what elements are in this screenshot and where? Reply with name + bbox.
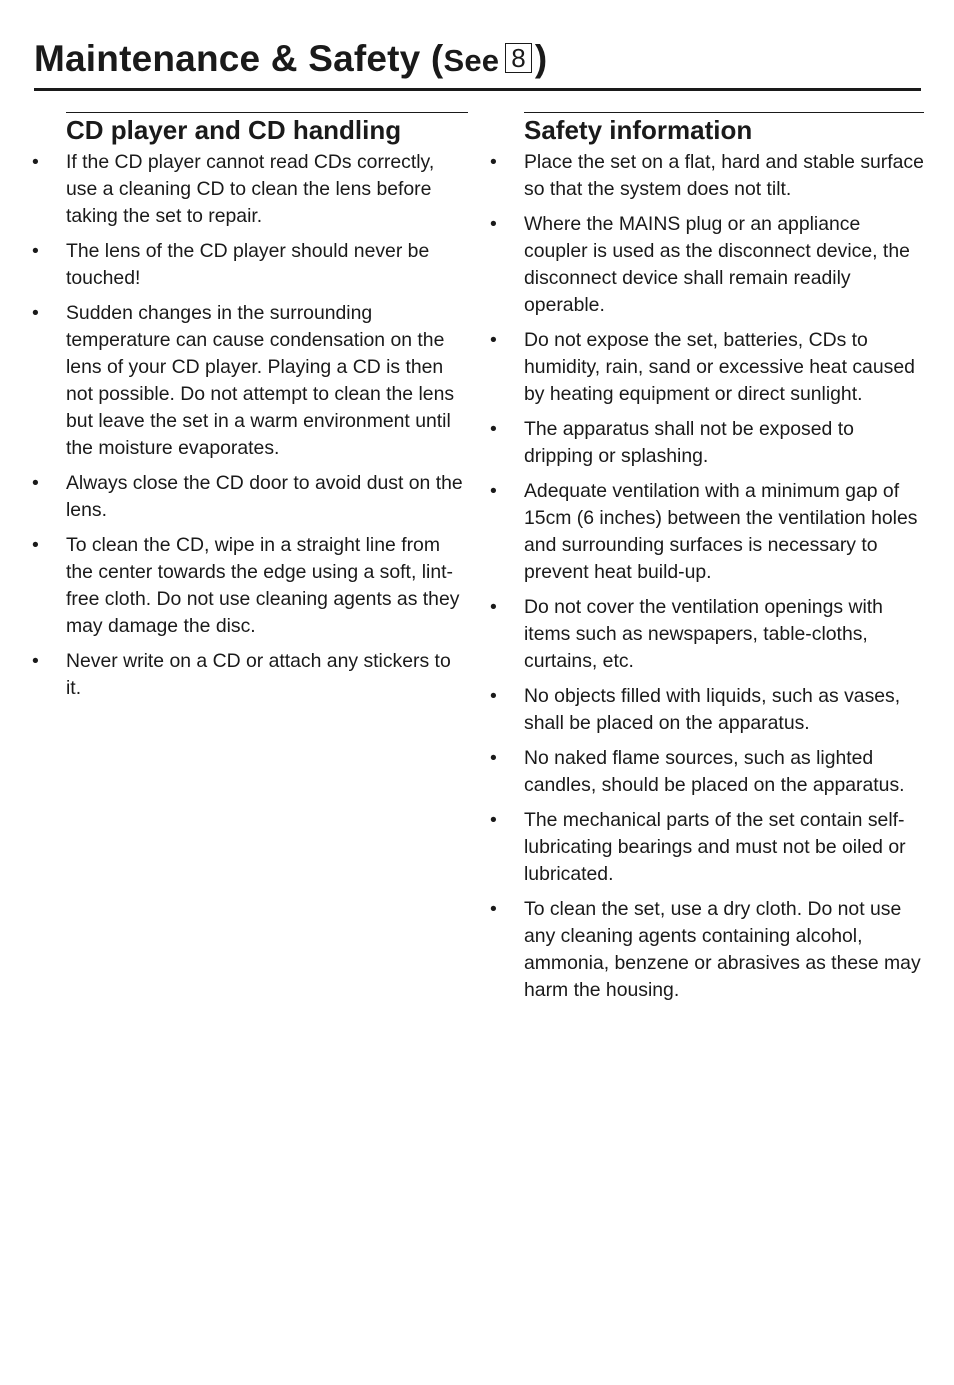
- list-item-text: If the CD player cannot read CDs correctly, use a cleaning CD to clean the lens before taking the set to repair.: [66, 151, 435, 227]
- bullet-icon: •: [490, 213, 497, 235]
- bullet-icon: •: [490, 747, 497, 769]
- list-item: [30, 470, 468, 524]
- cd-handling-list: [30, 149, 468, 702]
- bullet-icon: •: [490, 418, 497, 440]
- list-item: [488, 683, 924, 737]
- bullet-icon: •: [490, 685, 497, 707]
- list-item: [488, 211, 924, 319]
- list-item-text: No objects filled with liquids, such as vases, shall be placed on the apparatus.: [524, 685, 901, 734]
- list-item: [488, 807, 924, 888]
- list-item: [488, 745, 924, 799]
- list-item: [30, 238, 468, 292]
- bullet-icon: •: [490, 329, 497, 351]
- list-item-text: Do not cover the ventilation openings with items such as newspapers, table-cloths, curtains, etc.: [524, 596, 883, 672]
- list-item-text: Adequate ventilation with a minimum gap of 15cm (6 inches) between the ventilation holes and surrounding surfaces is necessary to prevent heat build-up.: [524, 480, 918, 583]
- safety-information-section: [488, 112, 924, 1012]
- list-item-text: Sudden changes in the surrounding temperature can cause condensation on the lens of your CD player. Playing a CD is then not possible. Do not attempt to clean the lens but leave the set in a warm environment until the moisture evaporates.: [66, 302, 455, 459]
- page-title-close: ): [534, 38, 548, 79]
- list-item-text: The apparatus shall not be exposed to dripping or splashing.: [524, 418, 854, 467]
- see-reference-label: See: [443, 43, 500, 78]
- list-item-text: The lens of the CD player should never be touched!: [66, 240, 430, 289]
- list-item: [488, 594, 924, 675]
- list-item: [30, 648, 468, 702]
- list-item: [488, 416, 924, 470]
- page-title-text: Maintenance & Safety (: [34, 38, 444, 79]
- bullet-icon: •: [490, 151, 497, 173]
- list-item: [30, 532, 468, 640]
- bullet-icon: •: [32, 240, 39, 262]
- list-item-text: No naked flame sources, such as lighted candles, should be placed on the apparatus.: [524, 747, 905, 796]
- bullet-icon: •: [32, 302, 39, 324]
- list-item-text: Do not expose the set, batteries, CDs to humidity, rain, sand or excessive heat caused by heating equipment or direct sunlight.: [524, 329, 915, 405]
- bullet-icon: •: [490, 809, 497, 831]
- list-item: [488, 149, 924, 203]
- cd-handling-heading: CD player and CD handling: [66, 112, 468, 145]
- page-header: [34, 36, 921, 91]
- list-item-text: Place the set on a flat, hard and stable surface so that the system does not tilt.: [524, 151, 924, 200]
- list-item-text: Never write on a CD or attach any stickers to it.: [66, 650, 451, 699]
- cd-handling-section: [30, 112, 468, 710]
- safety-information-list: [488, 149, 924, 1004]
- bullet-icon: •: [490, 898, 497, 920]
- bullet-icon: •: [32, 472, 39, 494]
- list-item: [488, 896, 924, 1004]
- figure-reference-box: 8: [505, 43, 532, 73]
- list-item-text: Always close the CD door to avoid dust on the lens.: [66, 472, 463, 521]
- list-item: [30, 300, 468, 462]
- list-item-text: The mechanical parts of the set contain self-lubricating bearings and must not be oiled or lubricated.: [524, 809, 906, 885]
- page-title: [34, 36, 921, 84]
- bullet-icon: •: [32, 151, 39, 173]
- list-item-text: Where the MAINS plug or an appliance coupler is used as the disconnect device, the disconnect device shall remain readily operable.: [524, 213, 910, 316]
- bullet-icon: •: [32, 534, 39, 556]
- bullet-icon: •: [490, 480, 497, 502]
- bullet-icon: •: [32, 650, 39, 672]
- list-item: [30, 149, 468, 230]
- list-item: [488, 478, 924, 586]
- list-item: [488, 327, 924, 408]
- list-item-text: To clean the set, use a dry cloth. Do not use any cleaning agents containing alcohol, ammonia, benzene or abrasives as these may harm the housing.: [524, 898, 921, 1001]
- safety-information-heading: Safety information: [524, 112, 924, 145]
- list-item-text: To clean the CD, wipe in a straight line from the center towards the edge using a soft, lint-free cloth. Do not use cleaning agents as they may damage the disc.: [66, 534, 460, 637]
- bullet-icon: •: [490, 596, 497, 618]
